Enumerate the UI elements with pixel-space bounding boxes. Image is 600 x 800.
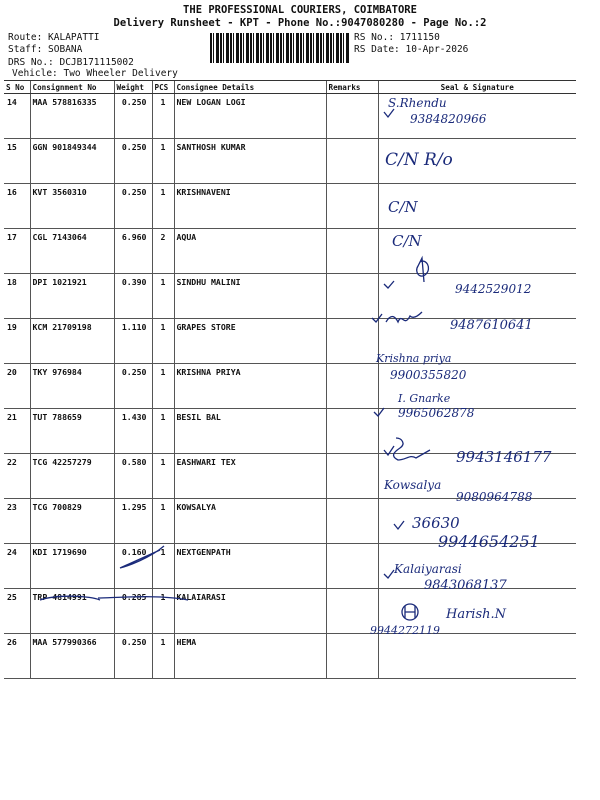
- row-sno: 24: [4, 544, 30, 589]
- runsheet-title: THE PROFESSIONAL COURIERS, COIMBATORE: [183, 4, 417, 16]
- row-pcs: 1: [152, 139, 174, 184]
- row-consignee: KALAIARASI: [174, 589, 326, 634]
- row-pcs: 1: [152, 274, 174, 319]
- note-row-15: C/N R/o: [385, 150, 453, 170]
- col-header-weight: Weight: [114, 81, 152, 94]
- signature-row-20: Krishna priya: [376, 352, 452, 365]
- note-row-17: C/N: [392, 232, 422, 250]
- row-consignment-no: KVT 3560310: [30, 184, 114, 229]
- row-sno: 14: [4, 94, 30, 139]
- phone-row-23: 9080964788: [456, 490, 533, 504]
- row-consignee: KOWSALYA: [174, 499, 326, 544]
- tick-row-18: [384, 281, 394, 288]
- scribble-row-18: [417, 258, 429, 282]
- row-weight: 0.390: [114, 274, 152, 319]
- row-weight: 6.960: [114, 229, 152, 274]
- row-pcs: 1: [152, 634, 174, 679]
- row-consignee: AQUA: [174, 229, 326, 274]
- row-sno: 17: [4, 229, 30, 274]
- tick-row-24: [394, 521, 404, 529]
- row-pcs: 1: [152, 184, 174, 229]
- row-weight: 1.295: [114, 499, 152, 544]
- tick-row-19: [372, 314, 382, 322]
- row-sno: 25: [4, 589, 30, 634]
- tick-row-21: [374, 408, 384, 416]
- row-weight: 0.250: [114, 634, 152, 679]
- row-consignment-no: KDI 1719690: [30, 544, 114, 589]
- phone-row-20: 9900355820: [390, 368, 467, 382]
- col-header-consignee: Consignee Details: [174, 81, 326, 94]
- row-consignee: GRAPES STORE: [174, 319, 326, 364]
- signature-row-21: I. Gnarke: [398, 392, 451, 405]
- tick-row-25: [384, 570, 394, 578]
- row-consignment-no: TUT 788659: [30, 409, 114, 454]
- row-consignment-no: TCG 42257279: [30, 454, 114, 499]
- col-header-sno: S No: [4, 81, 30, 94]
- row-sno: 26: [4, 634, 30, 679]
- row-consignee: KRISHNAVENI: [174, 184, 326, 229]
- row-consignee: SINDHU MALINI: [174, 274, 326, 319]
- row-sno: 16: [4, 184, 30, 229]
- row-weight: 0.250: [114, 364, 152, 409]
- signature-row-23: Kowsalya: [384, 478, 442, 492]
- row-consignee: EASHWARI TEX: [174, 454, 326, 499]
- row-consignment-no: TCG 700829: [30, 499, 114, 544]
- phone-row-19: 9487610641: [450, 318, 533, 333]
- row-sno: 18: [4, 274, 30, 319]
- row-pcs: 1: [152, 319, 174, 364]
- row-weight: 0.250: [114, 139, 152, 184]
- row-pcs: 1: [152, 589, 174, 634]
- runsheet-subtitle: Delivery Runsheet - KPT - Phone No.:9047080280 - Page No.:2: [113, 17, 487, 29]
- row-consignment-no: CGL 7143064: [30, 229, 114, 274]
- rs-number: RS No.: 1711150: [354, 32, 440, 43]
- row-sno: 21: [4, 409, 30, 454]
- row-consignment-no: GGN 901849344: [30, 139, 114, 184]
- row-consignment-no: KCM 21709198: [30, 319, 114, 364]
- row-consignee: KRISHNA PRIYA: [174, 364, 326, 409]
- row-weight: 0.250: [114, 184, 152, 229]
- row-pcs: 1: [152, 499, 174, 544]
- phone-row-25: 9843068137: [424, 578, 507, 593]
- signature-row-14: S.Rhendu: [388, 96, 447, 110]
- signature-row-25: Kalaiyarasi: [394, 562, 462, 576]
- row-consignee: SANTHOSH KUMAR: [174, 139, 326, 184]
- row-consignee: BESIL BAL: [174, 409, 326, 454]
- row-pcs: 1: [152, 544, 174, 589]
- row-pcs: 1: [152, 364, 174, 409]
- signature-row-26: Harish.N: [446, 607, 507, 622]
- phone-row-18: 9442529012: [455, 282, 532, 296]
- col-header-signature: Seal & Signature: [378, 81, 576, 94]
- rs-date: RS Date: 10-Apr-2026: [354, 44, 469, 55]
- row-pcs: 1: [152, 454, 174, 499]
- tick-row-25-weight: [120, 546, 164, 568]
- tick-row-22: [384, 446, 394, 455]
- row-weight: 1.430: [114, 409, 152, 454]
- row-weight: 1.110: [114, 319, 152, 364]
- row-pcs: 1: [152, 409, 174, 454]
- row-consignment-no: MAA 577990366: [30, 634, 114, 679]
- row-consignment-no: TRP 4814991: [30, 589, 114, 634]
- row-consignment-no: DPI 1021921: [30, 274, 114, 319]
- row-sno: 22: [4, 454, 30, 499]
- scribble-row-22: [394, 438, 430, 460]
- phone-row-22: 9943146177: [456, 448, 552, 466]
- signature-row-24: 36630: [412, 514, 460, 532]
- row-weight: 0.160: [114, 544, 152, 589]
- col-header-consignment: Consignment No: [30, 81, 114, 94]
- row-sno: 23: [4, 499, 30, 544]
- scribble-row-26-line: [40, 596, 188, 600]
- phone-row-24: 9944654251: [438, 532, 540, 551]
- col-header-pcs: PCS: [152, 81, 174, 94]
- row-weight: 0.580: [114, 454, 152, 499]
- route-info: Route: KALAPATTI: [8, 32, 100, 43]
- phone-row-14: 9384820966: [410, 112, 487, 126]
- row-consignment-no: TKY 976984: [30, 364, 114, 409]
- vehicle-info: Vehicle: Two Wheeler Delivery: [12, 68, 178, 79]
- phone-row-21: 9965062878: [398, 406, 475, 420]
- row-weight: 0.250: [114, 94, 152, 139]
- row-consignment-no: MAA 578816335: [30, 94, 114, 139]
- row-weight: 0.285: [114, 589, 152, 634]
- tick-row-14: [384, 109, 394, 117]
- staff-info: Staff: SOBANA: [8, 44, 83, 55]
- phone-row-26: 9944272119: [370, 624, 440, 637]
- row-sno: 15: [4, 139, 30, 184]
- col-header-remarks: Remarks: [326, 81, 378, 94]
- row-sno: 20: [4, 364, 30, 409]
- row-sno: 19: [4, 319, 30, 364]
- row-pcs: 2: [152, 229, 174, 274]
- row-consignee: NEW LOGAN LOGI: [174, 94, 326, 139]
- drs-number: DRS No.: DCJB171115002: [8, 57, 134, 68]
- row-pcs: 1: [152, 94, 174, 139]
- row-consignee: NEXTGENPATH: [174, 544, 326, 589]
- row-consignee: HEMA: [174, 634, 326, 679]
- note-row-16: C/N: [388, 198, 418, 216]
- scribble-row-19: [386, 312, 422, 322]
